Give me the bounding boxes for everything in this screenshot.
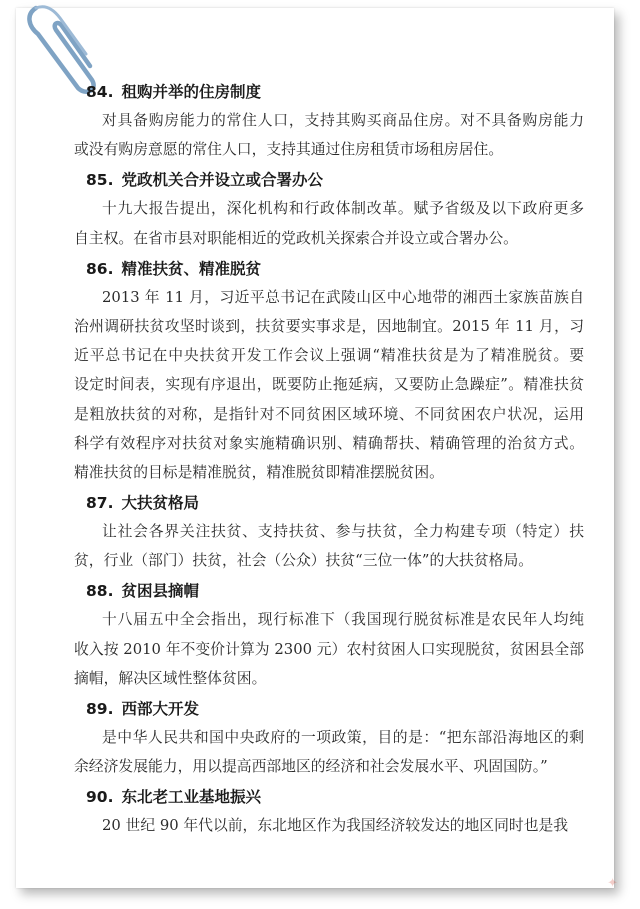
section-title: 精准扶贫、精准脱贫 — [121, 259, 261, 278]
section-number: 85. — [86, 171, 114, 190]
section-heading — [86, 783, 584, 811]
section-title: 西部大开发 — [121, 700, 199, 718]
section-number: 87. — [86, 494, 114, 513]
section-heading — [86, 255, 584, 283]
section-paragraph — [74, 605, 584, 693]
paragraph-line: 十九大报告提出，深化机构和行政体制改革。赋予省级及以下政府更多 — [102, 200, 584, 218]
paragraph-line: 治州调研扶贫攻坚时谈到，扶贫要实事求是，因地制宜。2015 年 11 月，习 — [74, 317, 584, 335]
section-title: 大扶贫格局 — [121, 494, 199, 513]
paragraph-line: 收入按 2010 年不变价计算为 2300 元）农村贫困人口实现脱贫，贫困县全部 — [74, 640, 584, 658]
section-heading — [86, 577, 584, 605]
section-number: 88. — [86, 582, 114, 601]
paragraph-line: 余经济发展能力，用以提高西部地区的经济和社会发展水平、巩固国防。” — [74, 758, 548, 776]
section-heading — [86, 489, 584, 517]
paragraph-line: 是粗放扶贫的对称，是指针对不同贫困区域环境、不同贫困农户状况，运用 — [74, 405, 584, 423]
section-paragraph — [74, 517, 584, 575]
section-heading — [86, 695, 584, 723]
watermark-logo: ✦ — [607, 876, 618, 891]
paragraph-line: 贫，行业（部门）扶贫，社会（公众）扶贫“三位一体”的大扶贫格局。 — [74, 552, 534, 570]
section-paragraph — [74, 194, 584, 252]
paragraph-line: 精准扶贫的目标是精准脱贫，精准脱贫即精准摆脱贫困。 — [74, 463, 444, 481]
paragraph-line: 设定时间表，实现有序退出，既要防止拖延病，又要防止急躁症”。精准扶贫 — [74, 376, 584, 394]
section-number: 84. — [86, 83, 114, 101]
paragraph-line: 20 世纪 90 年代以前，东北地区作为我国经济较发达的地区同时也是我 — [102, 817, 569, 835]
section-paragraph — [74, 106, 584, 164]
paragraph-line: 摘帽，解决区域性整体贫困。 — [74, 669, 267, 687]
paragraph-line: 是中华人民共和国中央政府的一项政策，目的是：“把东部沿海地区的剩 — [102, 729, 584, 746]
section-paragraph — [74, 283, 584, 487]
section-title: 租购并举的住房制度 — [121, 83, 261, 101]
section-title: 贫困县摘帽 — [121, 582, 199, 601]
paragraph-line: 对具备购房能力的常住人口，支持其购买商品住房。对不具备购房能力 — [102, 112, 584, 129]
document-body — [74, 78, 584, 843]
paragraph-line: 让社会各界关注扶贫、支持扶贫、参与扶贫，全力构建专项（特定）扶 — [102, 523, 584, 541]
paragraph-line: 近平总书记在中央扶贫开发工作会议上强调“精准扶贫是为了精准脱贫。要 — [74, 347, 584, 365]
section-title: 东北老工业基地振兴 — [121, 788, 261, 807]
section-number: 86. — [86, 259, 114, 278]
section-paragraph — [74, 811, 584, 840]
paragraph-line: 自主权。在省市县对职能相近的党政机关探索合并设立或合署办公。 — [74, 229, 518, 247]
section-number: 89. — [86, 700, 114, 718]
paragraph-line: 或没有购房意愿的常住人口，支持其通过住房租赁市场租房居住。 — [74, 141, 504, 159]
section-heading — [86, 78, 584, 106]
paragraph-line: 科学有效程序对扶贫对象实施精确识别、精确帮扶、精确管理的治贫方式。 — [74, 434, 584, 452]
section-heading — [86, 166, 584, 194]
section-number: 90. — [86, 788, 114, 807]
section-paragraph — [74, 723, 584, 781]
paragraph-line: 2013 年 11 月，习近平总书记在武陵山区中心地带的湘西土家族苗族自 — [102, 288, 584, 306]
paragraph-line: 十八届五中全会指出，现行标准下（我国现行脱贫标准是农民年人均纯 — [102, 611, 584, 629]
section-title: 党政机关合并设立或合署办公 — [121, 171, 323, 190]
